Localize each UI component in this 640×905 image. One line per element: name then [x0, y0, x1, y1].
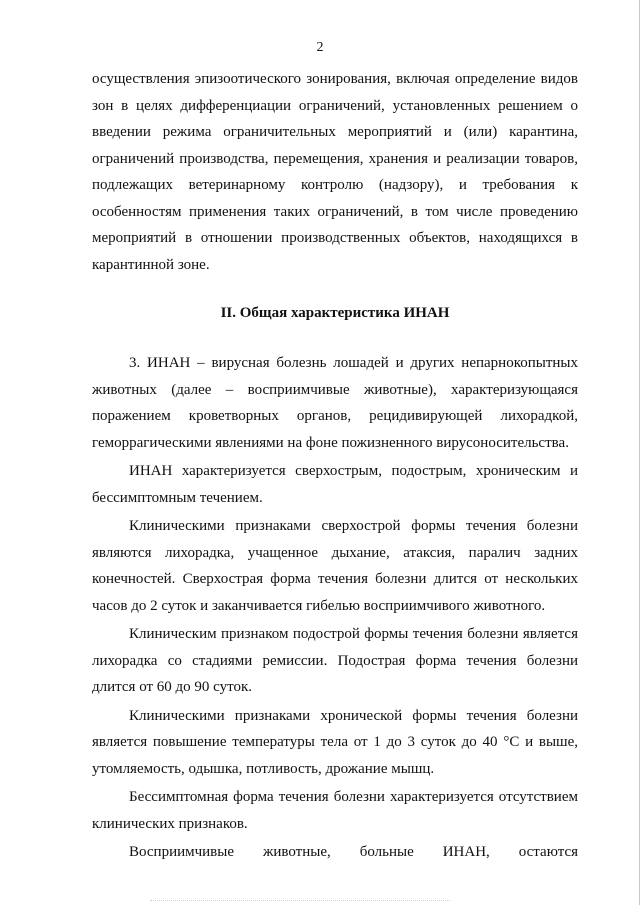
paragraph-continuation: осуществления эпизоотического зонирования, включая определение видов зон в целях дифференциации ограничений, установленных решением о введении режима ограничительных мероприятий и (или) карантина, ограничений производства, перемещения, хранения и реализации товаров, подлежащих ветеринарному контролю (надзору), и требования к особенностям применения таких ограничений, в том числе проведению мероприятий в отношении производственных объектов, находящихся в карантинной зоне.	[92, 71, 578, 273]
document-body	[92, 66, 578, 866]
paragraph-subacute-form: Клиническим признаком подострой формы течения болезни является лихорадка со стадиями ремиссии. Подострая форма течения болезни длится от 60 до 90 суток.	[92, 626, 578, 695]
paragraph-carriers: Восприимчивые животные, больные ИНАН, остаются	[129, 844, 578, 860]
paragraph-definition: 3. ИНАН – вирусная болезнь лошадей и других непарнокопытных животных (далее – восприимчивые животные), характеризующаяся поражением кроветворных органов, рецидивирующей лихорадкой, геморрагическими явлениями на фоне пожизненного вирусоносительства.	[92, 355, 578, 451]
paragraph-course-types: ИНАН характеризуется сверхострым, подострым, хроническим и бессимптомным течением.	[92, 463, 578, 506]
paragraph-chronic-form: Клиническими признаками хронической формы течения болезни является повышение температуры тела от 1 до 3 суток до 40 °С и выше, утомляемость, одышка, потливость, дрожание мышц.	[92, 707, 578, 777]
page-bottom-mark	[150, 900, 450, 902]
paragraph-asymptomatic-form: Бессимптомная форма течения болезни характеризуется отсутствием клинических признаков.	[92, 789, 578, 832]
paragraph-hyperacute-form: Клиническими признаками сверхострой формы течения болезни являются лихорадка, учащенное дыхание, атаксия, паралич задних конечностей. Сверхострая форма течения болезни длится от нескольких часов до 2 суток и заканчивается гибелью восприимчивого животного.	[92, 518, 578, 614]
section-heading: II. Общая характеристика ИНАН	[220, 305, 450, 321]
page-number: 2	[316, 40, 324, 55]
